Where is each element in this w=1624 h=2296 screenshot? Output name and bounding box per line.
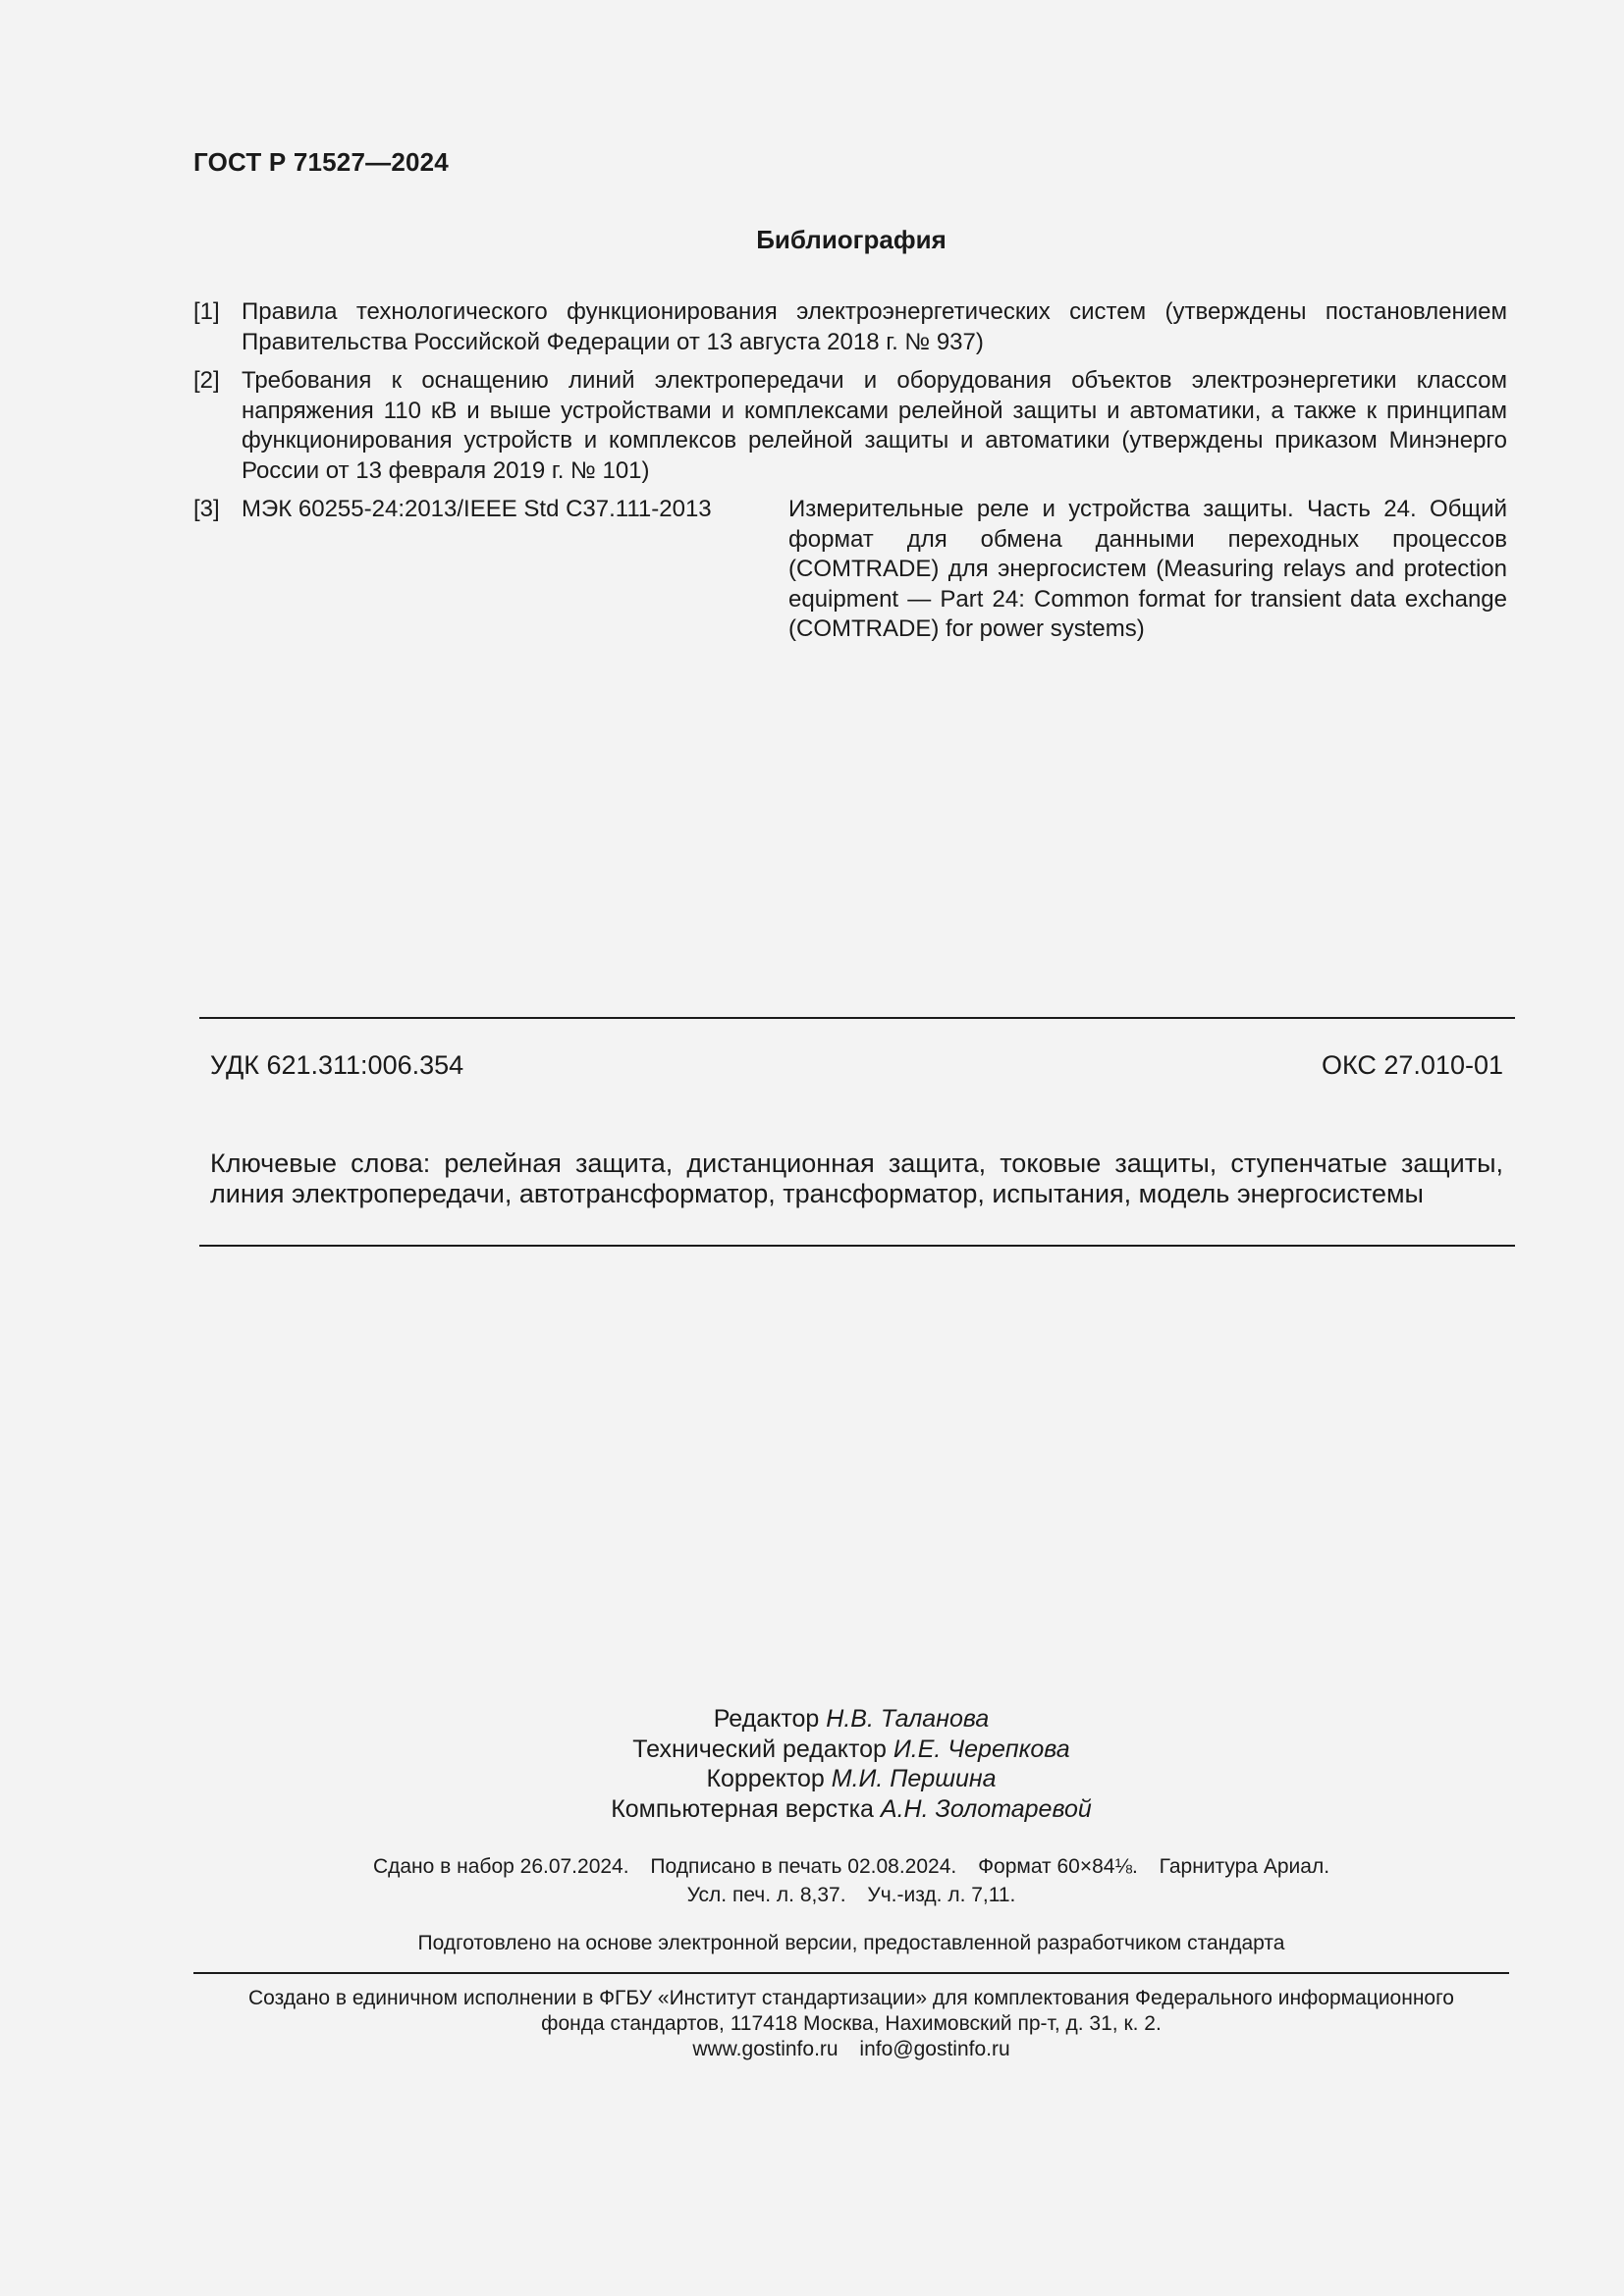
- created-contacts: [0, 2037, 1624, 2062]
- print-format: Формат 60×84⅛.: [978, 1855, 1138, 1878]
- print-info-line-2: [0, 1881, 1624, 1909]
- created-line-1: Создано в единичном исполнении в ФГБУ «Институт стандартизации» для комплектования Федерального информационного: [248, 1987, 1454, 2009]
- print-typeface: Гарнитура Ариал.: [1159, 1855, 1330, 1878]
- print-sheets: Усл. печ. л. 8,37.: [686, 1884, 846, 1906]
- bibliography-item-3: [193, 495, 1507, 645]
- keywords: Ключевые слова: релейная защита, дистанционная защита, токовые защиты, ступенчатые защиты, линия электропередачи, автотрансформатор, трансформатор, испытания, модель энергосистемы: [210, 1148, 1503, 1208]
- bibliography-item-number: [3]: [193, 496, 220, 522]
- bibliography-list: [193, 297, 1507, 654]
- credit-role: Корректор: [706, 1765, 825, 1792]
- bibliography-item-text: Правила технологического функционирования электроэнергетических систем (утверждены постановлением Правительства Российской Федерации от 13 августа 2018 г. № 937): [242, 298, 1507, 355]
- credit-layout: [0, 1794, 1624, 1825]
- bibliography-title: Библиография: [756, 225, 947, 254]
- bibliography-item-number: [2]: [193, 367, 220, 394]
- bibliography-item-text: Требования к оснащению линий электропередачи и оборудования объектов электроэнергетики классом напряжения 110 кВ и выше устройствами и комплексами релейной защиты и автоматики, а также к принципам функционирования устройств и комплексов релейной защиты и автоматики (утверждены приказом Минэнерго России от 13 февраля 2019 г. № 101): [242, 367, 1507, 484]
- print-info: [0, 1852, 1624, 1909]
- credits-block: [0, 1704, 1624, 1824]
- credit-person: Н.В. Таланова: [826, 1705, 990, 1733]
- bibliography-item-text: Измерительные реле и устройства защиты. Часть 24. Общий формат для обмена данными переходных процессов (COMTRADE) для энергосистем (Measuring relays and protection equipment — Part 24: Common format for transient data exchange (COMTRADE) for power systems): [788, 496, 1507, 642]
- print-submitted: Сдано в набор 26.07.2024.: [372, 1855, 629, 1878]
- publication-sheets: Уч.-изд. л. 7,11.: [867, 1884, 1016, 1906]
- classification-top-rule: [199, 1017, 1515, 1019]
- credit-person: А.Н. Золотаревой: [880, 1794, 1092, 1823]
- credit-technical-editor: [0, 1735, 1624, 1765]
- udk-code: УДК 621.311:006.354: [210, 1050, 464, 1080]
- print-signed: Подписано в печать 02.08.2024.: [650, 1855, 957, 1878]
- bibliography-item-code: МЭК 60255-24:2013/IEEE Std C37.111-2013: [242, 496, 712, 522]
- credit-person: М.И. Першина: [831, 1765, 997, 1792]
- print-info-line-1: [0, 1852, 1624, 1881]
- credit-role: Редактор: [713, 1705, 820, 1733]
- website-link[interactable]: www.gostinfo.ru: [692, 2038, 839, 2060]
- email-link[interactable]: info@gostinfo.ru: [859, 2038, 1010, 2060]
- classification-bottom-rule: [199, 1245, 1515, 1247]
- credit-editor: [0, 1704, 1624, 1735]
- footer-rule: [193, 1972, 1509, 1974]
- oks-code: ОКС 27.010-01: [1321, 1050, 1503, 1080]
- credit-proofreader: [0, 1764, 1624, 1794]
- bibliography-item-2: [193, 366, 1507, 486]
- document-number: ГОСТ Р 71527—2024: [193, 147, 449, 177]
- credit-person: И.Е. Черепкова: [893, 1735, 1070, 1763]
- credit-role: Компьютерная верстка: [611, 1794, 874, 1823]
- credit-role: Технический редактор: [632, 1735, 887, 1763]
- bibliography-item-number: [1]: [193, 298, 220, 325]
- created-note: [0, 1986, 1624, 2062]
- bibliography-item-1: [193, 297, 1507, 357]
- prepared-note: Подготовлено на основе электронной версии, предоставленной разработчиком стандарта: [417, 1932, 1285, 1954]
- created-line-2: фонда стандартов, 117418 Москва, Нахимовский пр-т, д. 31, к. 2.: [541, 2012, 1162, 2035]
